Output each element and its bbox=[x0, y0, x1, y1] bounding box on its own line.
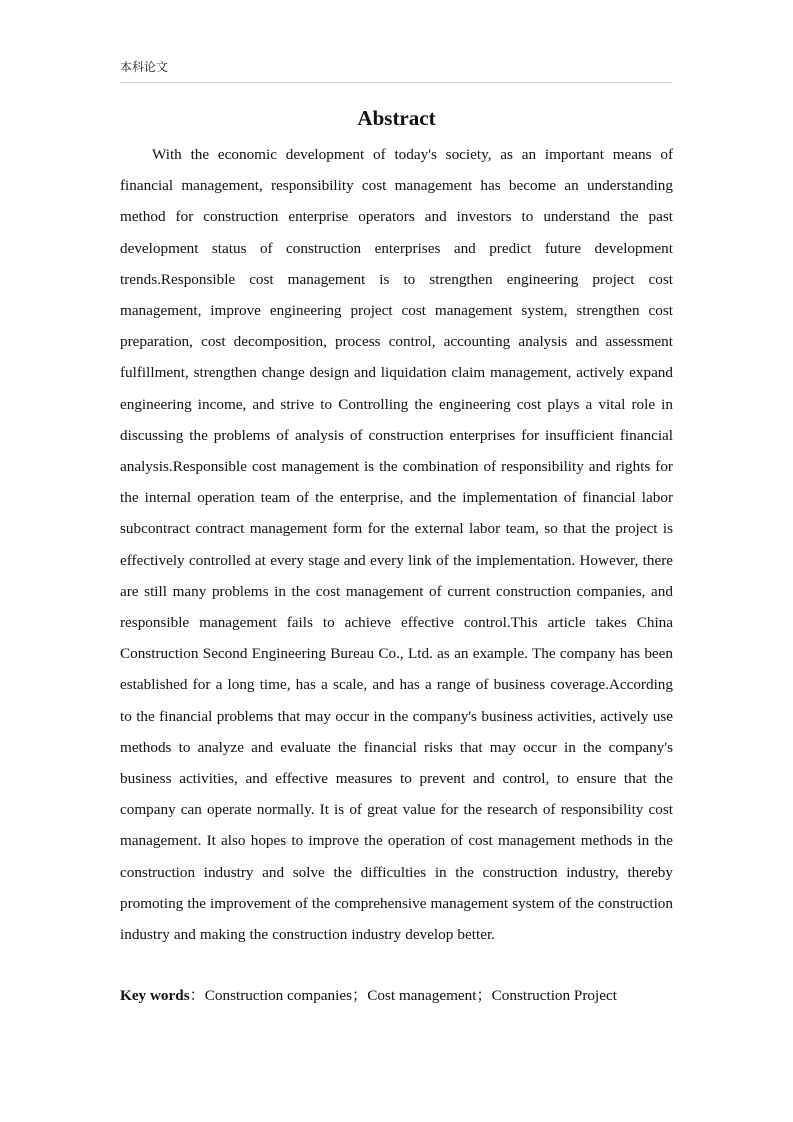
keyword-item: Construction Project bbox=[491, 987, 617, 1004]
abstract-body: With the economic development of today's society, as an important means of financial management, responsibility cost management has become an understanding method for construction enterprise operators and investors to understand the past development status of construction enterprises and predict future development trends.Responsible cost management is to strengthen engineering project cost management, improve engineering project cost management system, strengthen cost preparation, cost decomposition, process control, accounting analysis and assessment fulfillment, strengthen change design and liquidation claim management, actively expand engineering income, and strive to Controlling the engineering cost plays a vital role in discussing the problems of analysis of construction enterprises for insufficient financial analysis.Responsible cost management is the combination of responsibility and rights for the internal operation team of the enterprise, and the implementation of financial labor subcontract contract management form for the external labor team, so that the project is effectively controlled at every stage and every link of the implementation. However, there are still many problems in the cost management of current construction companies, and responsible management fails to achieve effective control.This article takes China Construction Second Engineering Bureau Co., Ltd. as an example. The company has been established for a long time, has a scale, and has a range of business coverage.According to the financial problems that may occur in the company's business activities, actively use methods to analyze and evaluate the financial risks that may occur in the company's business activities, and effective measures to prevent and control, to ensure that the company can operate normally. It is of great value for the research of responsibility cost management. It also hopes to improve the operation of cost management methods in the construction industry and solve the difficulties in the construction industry, thereby promoting the improvement of the comprehensive management system of the construction industry and making the construction industry develop better. bbox=[120, 146, 673, 944]
keywords-line bbox=[120, 983, 673, 1009]
keyword-separator: ； bbox=[352, 987, 368, 1004]
keyword-separator: ； bbox=[476, 987, 492, 1004]
keywords-label: Key words bbox=[120, 987, 190, 1004]
abstract-title: Abstract bbox=[357, 106, 436, 130]
keywords-separator: ： bbox=[189, 987, 205, 1004]
keyword-item: Cost management bbox=[367, 987, 477, 1004]
keyword-item: Construction companies bbox=[204, 987, 353, 1004]
page-header: 本科论文 bbox=[120, 60, 169, 74]
header-divider bbox=[120, 82, 673, 83]
